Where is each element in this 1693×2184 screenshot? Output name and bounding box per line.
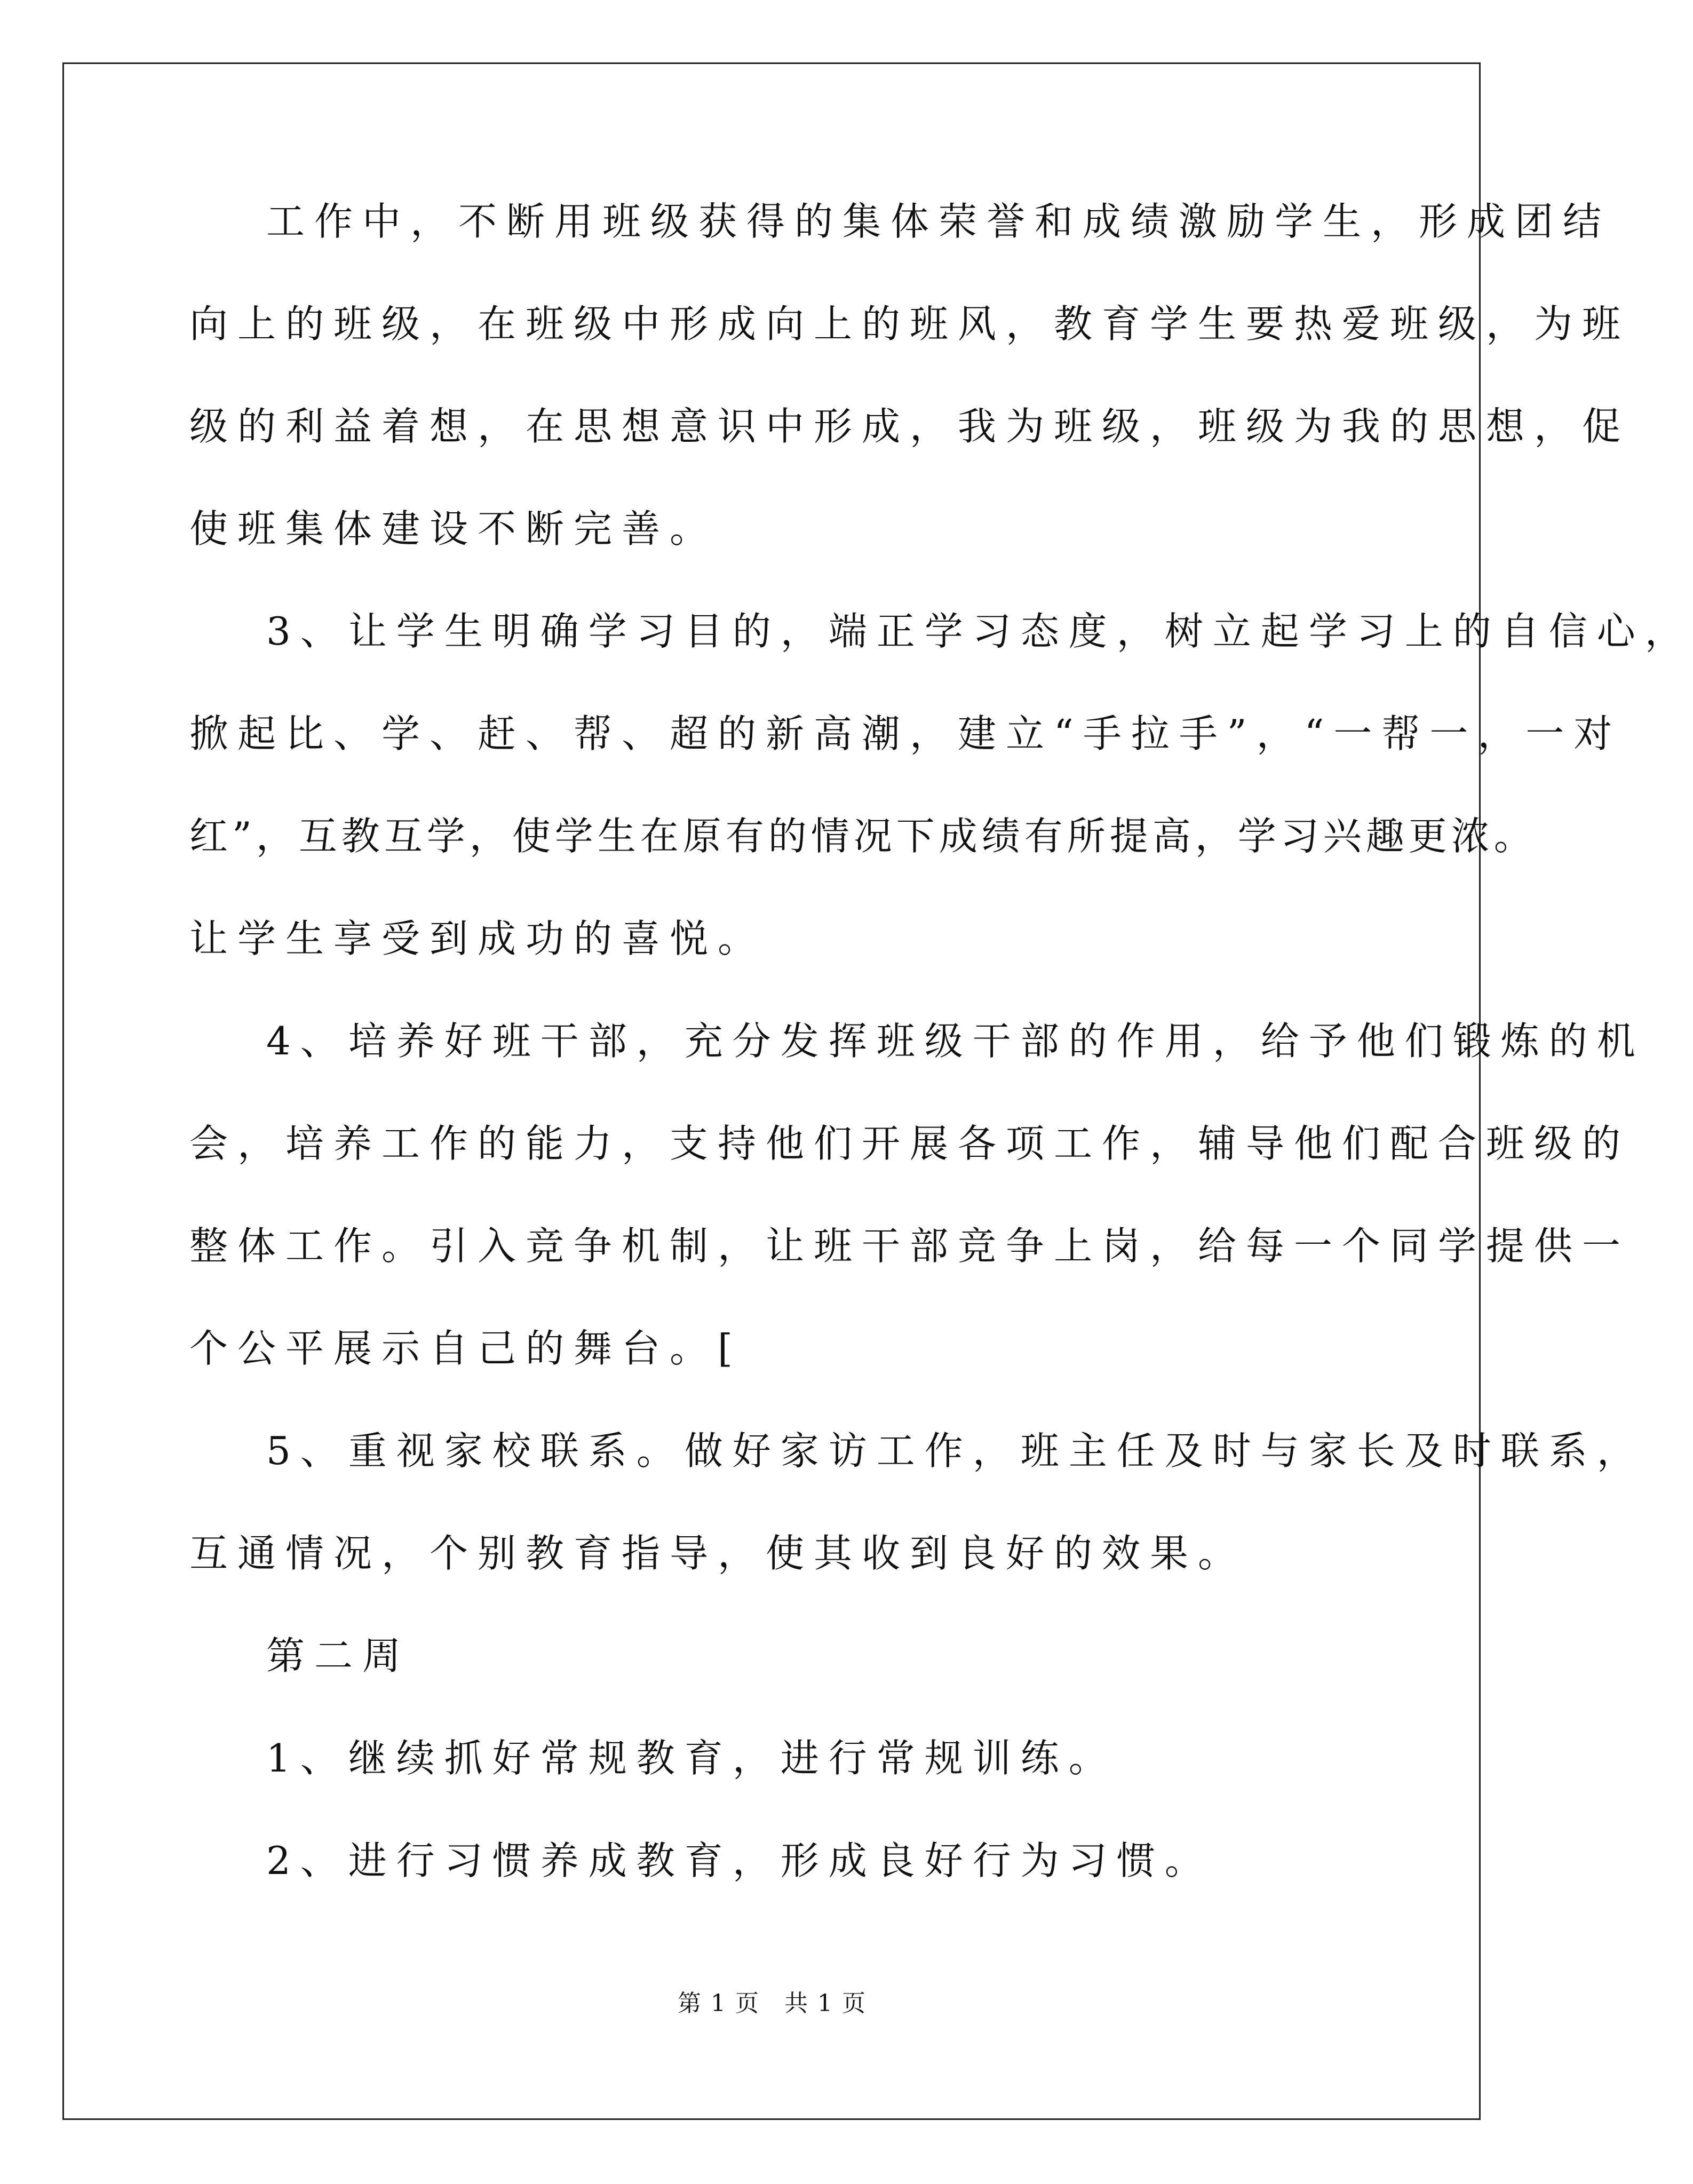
page-border <box>62 62 1481 2120</box>
paragraph-3-line-4: 个公平展示自己的舞台。[ <box>189 1326 743 1371</box>
paragraph-1-line-1: 工作中，不断用班级获得的集体荣誉和成绩激励学生，形成团结 <box>266 199 1611 244</box>
paragraph-2-line-2: 掀起比、学、赶、帮、超的新高潮，建立“手拉手”，“一帮一，一对 <box>189 711 1622 756</box>
paragraph-3-line-1: 4、培养好班干部，充分发挥班级干部的作用，给予他们锻炼的机 <box>266 1019 1645 1063</box>
page-footer: 第 1 页 共 1 页 <box>678 1990 867 2017</box>
paragraph-4-line-1: 5、重视家校联系。做好家访工作，班主任及时与家长及时联系， <box>266 1428 1645 1473</box>
paragraph-1-line-3: 级的利益着想，在思想意识中形成，我为班级，班级为我的思想，促 <box>189 404 1631 449</box>
section-week-two: 第二周 <box>266 1633 411 1678</box>
item-1: 1、继续抓好常规教育，进行常规训练。 <box>266 1736 1117 1781</box>
paragraph-1-line-2: 向上的班级，在班级中形成向上的班风，教育学生要热爱班级，为班 <box>189 301 1631 346</box>
paragraph-2-line-3: 红”，互教互学，使学生在原有的情况下成绩有所提高，学习兴趣更浓。 <box>189 814 1537 859</box>
paragraph-3-line-2: 会，培养工作的能力，支持他们开展各项工作，辅导他们配合班级的 <box>189 1121 1631 1166</box>
paragraph-1-line-4: 使班集体建设不断完善。 <box>189 506 718 551</box>
paragraph-4-line-2: 互通情况，个别教育指导，使其收到良好的效果。 <box>189 1531 1246 1576</box>
item-2: 2、进行习惯养成教育，形成良好行为习惯。 <box>266 1838 1213 1883</box>
paragraph-2-line-4: 让学生享受到成功的喜悦。 <box>189 916 766 961</box>
paragraph-3-line-3: 整体工作。引入竞争机制，让班干部竞争上岗，给每一个同学提供一 <box>189 1224 1631 1268</box>
paragraph-2-line-1: 3、让学生明确学习目的，端正学习态度，树立起学习上的自信心， <box>266 609 1693 654</box>
